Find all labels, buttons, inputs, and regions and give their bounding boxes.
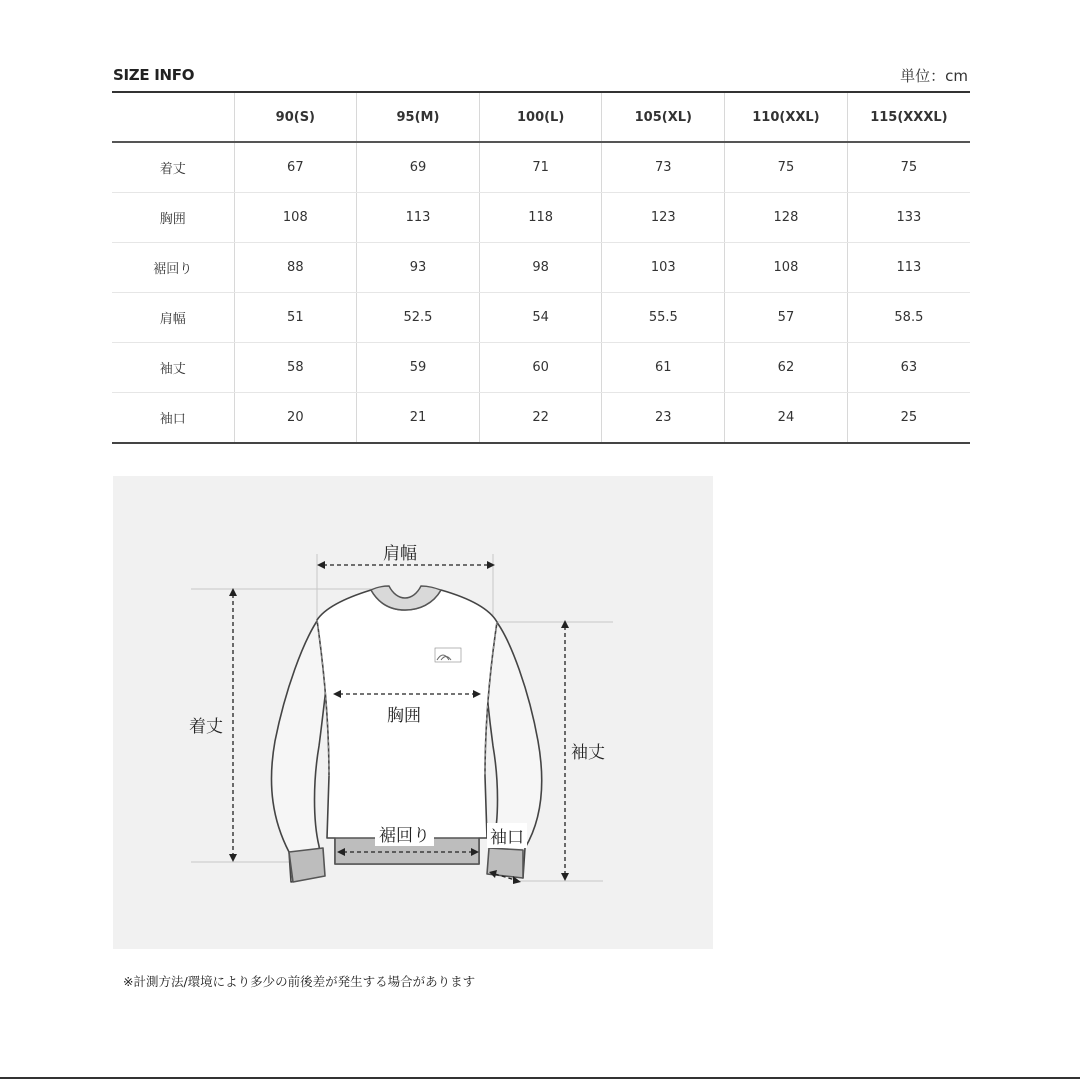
row-label: 袖丈 <box>112 343 234 393</box>
table-cell: 58.5 <box>847 293 970 343</box>
table-cell: 128 <box>725 193 848 243</box>
shoulder-width-label: 肩幅 <box>383 544 417 564</box>
header-cell-blank <box>112 92 234 142</box>
table-row <box>112 393 970 444</box>
table-cell: 55.5 <box>602 293 725 343</box>
table-cell: 108 <box>234 193 357 243</box>
header-cell-size: 90(S) <box>234 92 357 142</box>
table-cell: 57 <box>725 293 848 343</box>
table-cell: 108 <box>725 243 848 293</box>
table-cell: 75 <box>847 142 970 193</box>
row-label: 着丈 <box>112 142 234 193</box>
table-cell: 113 <box>357 193 480 243</box>
table-cell: 21 <box>357 393 480 444</box>
table-cell: 123 <box>602 193 725 243</box>
table-cell: 20 <box>234 393 357 444</box>
table-cell: 67 <box>234 142 357 193</box>
body-length-label: 着丈 <box>189 717 223 737</box>
table-cell: 98 <box>479 243 602 293</box>
brand-logo <box>435 648 461 662</box>
table-cell: 71 <box>479 142 602 193</box>
chest-label: 胸囲 <box>387 706 421 726</box>
size-info-title: SIZE INFO <box>113 66 195 84</box>
table-cell: 63 <box>847 343 970 393</box>
table-cell: 52.5 <box>357 293 480 343</box>
table-row <box>112 343 970 393</box>
table-cell: 118 <box>479 193 602 243</box>
row-label: 胸囲 <box>112 193 234 243</box>
header-cell-size: 100(L) <box>479 92 602 142</box>
table-cell: 51 <box>234 293 357 343</box>
header-cell-size: 115(XXXL) <box>847 92 970 142</box>
table-cell: 73 <box>602 142 725 193</box>
table-cell: 133 <box>847 193 970 243</box>
row-label: 肩幅 <box>112 293 234 343</box>
table-cell: 88 <box>234 243 357 293</box>
measurement-note: ※計測方法/環境により多少の前後差が発生する場合があります <box>123 974 476 989</box>
table-cell: 62 <box>725 343 848 393</box>
row-label: 袖口 <box>112 393 234 444</box>
table-row <box>112 142 970 193</box>
table-cell: 24 <box>725 393 848 444</box>
table-cell: 75 <box>725 142 848 193</box>
table-row <box>112 293 970 343</box>
table-cell: 25 <box>847 393 970 444</box>
sleeve-length-label: 袖丈 <box>571 743 605 763</box>
row-label: 裾回り <box>112 243 234 293</box>
header-cell-size: 110(XXL) <box>725 92 848 142</box>
bottom-divider <box>0 1077 1080 1079</box>
table-row <box>112 243 970 293</box>
table-cell: 93 <box>357 243 480 293</box>
table-cell: 23 <box>602 393 725 444</box>
table-cell: 60 <box>479 343 602 393</box>
header-cell-size: 105(XL) <box>602 92 725 142</box>
table-cell: 58 <box>234 343 357 393</box>
table-cell: 59 <box>357 343 480 393</box>
table-cell: 113 <box>847 243 970 293</box>
table-cell: 69 <box>357 142 480 193</box>
measurement-diagram <box>113 476 713 949</box>
size-header-row <box>112 92 970 142</box>
table-cell: 54 <box>479 293 602 343</box>
hem-label: 裾回り <box>375 821 434 846</box>
cuff-label: 袖口 <box>487 823 527 848</box>
table-cell: 22 <box>479 393 602 444</box>
table-cell: 103 <box>602 243 725 293</box>
table-row <box>112 193 970 243</box>
table-cell: 61 <box>602 343 725 393</box>
size-table <box>112 91 970 444</box>
unit-label: 単位：cm <box>900 67 968 85</box>
header-cell-size: 95(M) <box>357 92 480 142</box>
